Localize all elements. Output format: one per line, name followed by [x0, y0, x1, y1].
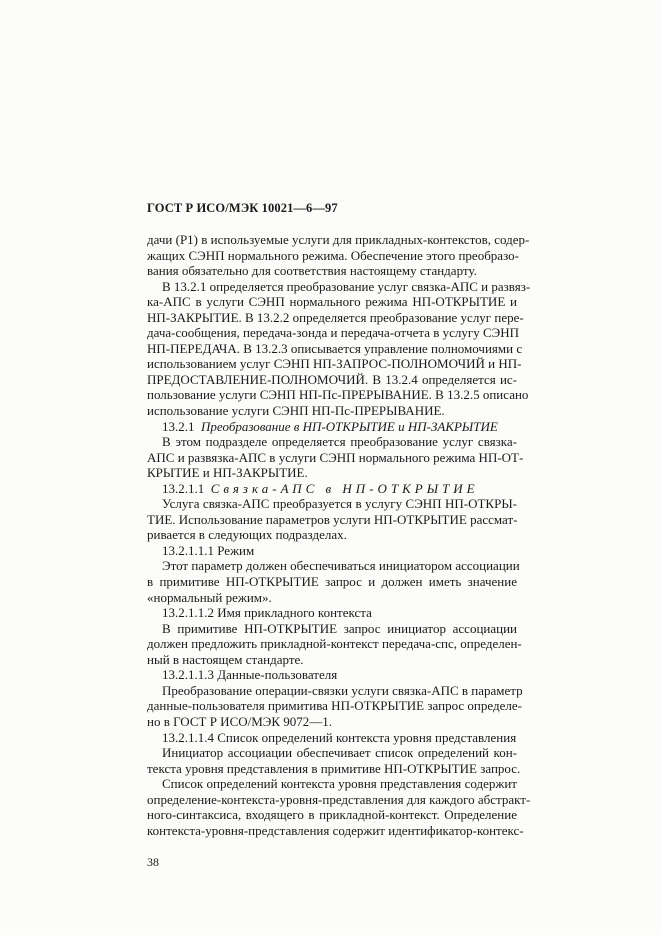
section-heading	[147, 419, 517, 435]
page-number: 38	[147, 855, 159, 869]
text-line: 13.2.1.1.3 Данные-пользователя	[162, 667, 338, 683]
text-line: вания обязательно для соответствия настоящему стандарту.	[147, 263, 477, 279]
text-line: дачи (Р1) в используемые услуги для прикладных-контекстов, содер-	[147, 232, 530, 247]
text-line: ТИЕ. Использование параметров услуги НП-ОТКРЫТИЕ рассмат-	[147, 511, 518, 527]
text-line: НП-ЗАКРЫТИЕ. В 13.2.2 определяется преобразование услуг пере-	[147, 309, 524, 325]
text-line: но в ГОСТ Р ИСО/МЭК 9072—1.	[147, 713, 333, 729]
text-line: определение-контекста-уровня-представления для каждого абстракт-	[147, 791, 531, 807]
text-line: жащих СЭНП нормального режима. Обеспечение этого преобразо-	[147, 247, 519, 263]
text-line: использование услуги СЭНП НП-Пс-ПРЕРЫВАНИЕ.	[147, 403, 445, 419]
section-title: Преобразование в НП-ОТКРЫТИЕ и НП-ЗАКРЫТИЕ	[201, 418, 498, 434]
text-line: дача-сообщения, передача-зонда и передача-отчета в услугу СЭНП	[147, 325, 520, 341]
text-line: ный в настоящем стандарте.	[147, 651, 304, 667]
text-line: ного-синтаксиса, входящего в прикладной-контекст. Определение	[147, 807, 517, 823]
text-line: Услуга связка-АПС преобразуется в услугу СЭНП НП-ОТКРЫ-	[162, 496, 517, 512]
text-line: 13.2.1.1.2 Имя прикладного контекста	[162, 605, 372, 621]
section-number: 13.2.1	[162, 418, 201, 434]
text-line: пользование услуги СЭНП НП-Пс-ПРЕРЫВАНИЕ. В 13.2.5 описано	[147, 387, 529, 403]
text-line: КРЫТИЕ и НП-ЗАКРЫТИЕ.	[147, 465, 308, 481]
text-line: ПРЕДОСТАВЛЕНИЕ-ПОЛНОМОЧИЙ. В 13.2.4 определяется ис-	[147, 371, 517, 387]
text-line: контекста-уровня-представления содержит идентификатор-контекс-	[147, 822, 524, 838]
text-line: должен предложить прикладной-контекст передача-спс, определен-	[147, 636, 522, 652]
text-line: В примитиве НП-ОТКРЫТИЕ запрос инициатор ассоциации	[162, 620, 517, 636]
text-line: 13.2.1.1.1 Режим	[162, 542, 255, 558]
text-line: Преобразование операции-связки услуги связка-АПС в параметр	[162, 682, 523, 698]
text-line: «нормальный режим».	[147, 589, 272, 605]
text-line: использованием услуг СЭНП НП-ЗАПРОС-ПОЛНОМОЧИЙ и НП-	[147, 356, 522, 372]
document-body	[147, 232, 531, 838]
section-heading	[147, 481, 517, 497]
text-line: Список определений контекста уровня представления содержит	[162, 776, 517, 792]
text-line: НП-ПЕРЕДАЧА. В 13.2.3 описывается управление полномочиями с	[147, 340, 523, 356]
text-line: текста уровня представления в примитиве НП-ОТКРЫТИЕ запрос.	[147, 760, 521, 776]
section-title: Связка-АПС в НП-ОТКРЫТИЕ	[210, 480, 479, 496]
section-number: 13.2.1.1	[162, 480, 211, 496]
text-line: В этом подразделе определяется преобразование услуг связка-	[162, 434, 517, 450]
text-line: данные-пользователя примитива НП-ОТКРЫТИЕ запрос определе-	[147, 698, 522, 714]
text-line: Инициатор ассоциации обеспечивает список определений кон-	[162, 745, 517, 761]
text-line: 13.2.1.1.4 Список определений контекста уровня представления	[162, 729, 517, 745]
text-line: Этот параметр должен обеспечиваться инициатором ассоциации	[162, 558, 520, 574]
text-line: в примитиве НП-ОТКРЫТИЕ запрос и должен иметь значение	[147, 574, 517, 590]
text-line: ривается в следующих подразделах.	[147, 527, 347, 543]
text-line: ка-АПС в услуги СЭНП нормального режима НП-ОТКРЫТИЕ и	[147, 294, 517, 310]
document-header: ГОСТ Р ИСО/МЭК 10021—6—97	[147, 201, 338, 215]
text-line: АПС и развязка-АПС в услуги СЭНП нормального режима НП-ОТ-	[147, 449, 524, 465]
text-line: В 13.2.1 определяется преобразование услуг связка-АПС и развяз-	[162, 278, 531, 294]
